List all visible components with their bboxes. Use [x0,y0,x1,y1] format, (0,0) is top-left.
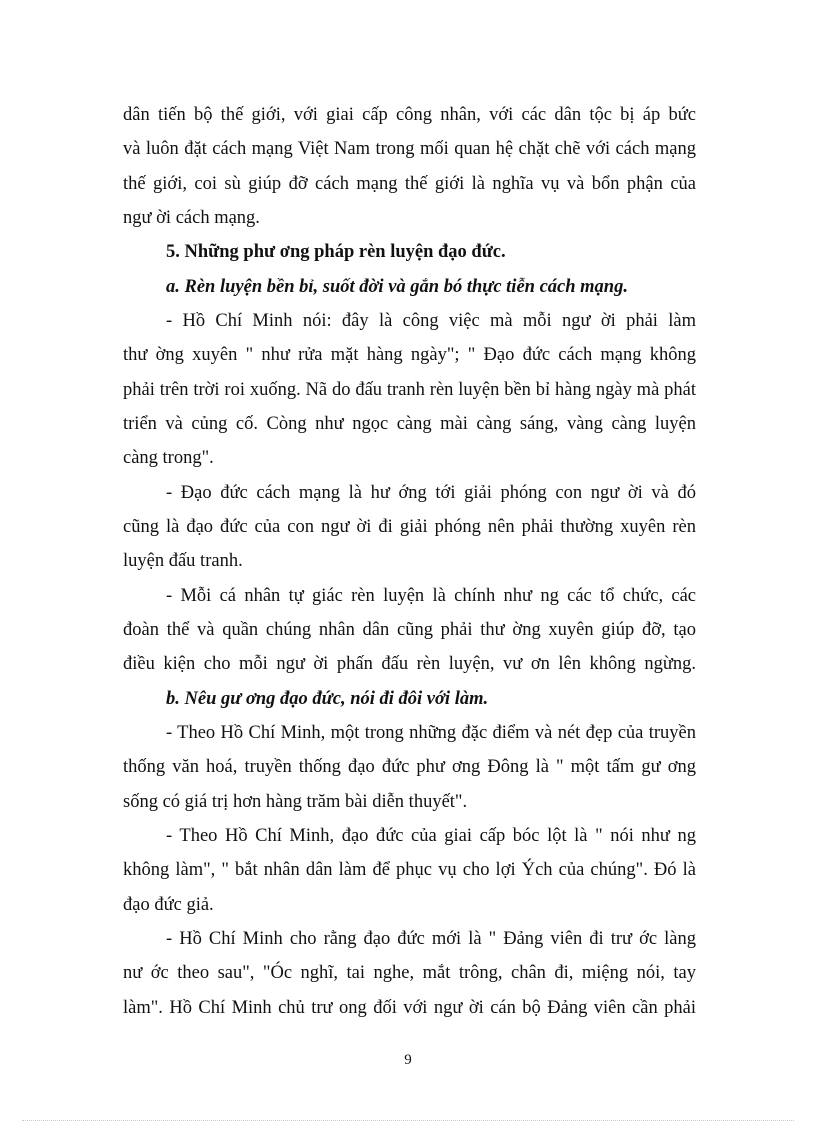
text-line: phải trên trời roi xuống. Nã do đấu tranh rèn luyện bền bỉ hàng ngày mà phát [123,380,696,400]
text-line: dân tiến bộ thế giới, với giai cấp công nhân, với các dân tộc bị áp bức [123,105,696,125]
text-line: không làm", " bắt nhân dân làm để phục vụ cho lợi Ých của chúng". Đó là [123,860,696,880]
page-bottom-border [22,1120,794,1121]
text-line: đạo đức giả. [123,895,214,915]
subsection-heading: a. Rèn luyện bền bỉ, suốt đời và gắn bó thực tiễn cách mạng. [166,277,628,297]
text-line: điều kiện cho mỗi ngư ời phấn đấu rèn luyện, vư ơn lên không ngừng. [123,654,696,674]
page-number: 9 [404,1052,412,1068]
text-line: - Theo Hồ Chí Minh, một trong những đặc điểm và nét đẹp của truyền [166,723,696,743]
text-line: sống có giá trị hơn hàng trăm bài diễn thuyết". [123,792,468,812]
text-line: triển và củng cố. Còng như ngọc càng mài càng sáng, vàng càng luyện [123,414,696,434]
text-line: và luôn đặt cách mạng Việt Nam trong mối quan hệ chặt chẽ với cách mạng [123,139,696,159]
text-line: - Đạo đức cách mạng là hư ớng tới giải phóng con ngư ời và đó [166,483,696,503]
subsection-heading: b. Nêu gư ơng đạo đức, nói đi đôi với làm. [166,689,489,709]
text-line: - Mỗi cá nhân tự giác rèn luyện là chính như ng các tổ chức, các [166,586,696,606]
text-line: làm". Hồ Chí Minh chủ trư ong đối với ngư ời cán bộ Đảng viên cần phải [123,998,696,1018]
text-line: - Hồ Chí Minh cho rằng đạo đức mới là " Đảng viên đi trư ớc làng [166,929,696,949]
text-line: thế giới, coi sù giúp đỡ cách mạng thế giới là nghĩa vụ và bổn phận của [123,174,696,194]
text-line: cũng là đạo đức của con ngư ời đi giải phóng nên phải thường xuyên rèn [123,517,696,537]
text-line: ngư ời cách mạng. [123,208,260,228]
text-line: thống văn hoá, truyền thống đạo đức phư ơng Đông là " một tấm gư ơng [123,757,696,777]
text-line: - Hồ Chí Minh nói: đây là công việc mà mỗi ngư ời phải làm [166,311,696,331]
text-line: càng trong". [123,448,214,468]
section-heading: 5. Những phư ơng pháp rèn luyện đạo đức. [166,242,506,262]
text-line: thư ờng xuyên " như rửa mặt hàng ngày"; " Đạo đức cách mạng không [123,345,696,365]
text-line: luyện đấu tranh. [123,551,243,571]
text-line: đoàn thể và quần chúng nhân dân cũng phải thư ờng xuyên giúp đỡ, tạo [123,620,696,640]
text-line: nư ớc theo sau", "Óc nghĩ, tai nghe, mắt trông, chân đi, miệng nói, tay [123,963,696,983]
text-line: - Theo Hồ Chí Minh, đạo đức của giai cấp bóc lột là " nói như ng [166,826,696,846]
